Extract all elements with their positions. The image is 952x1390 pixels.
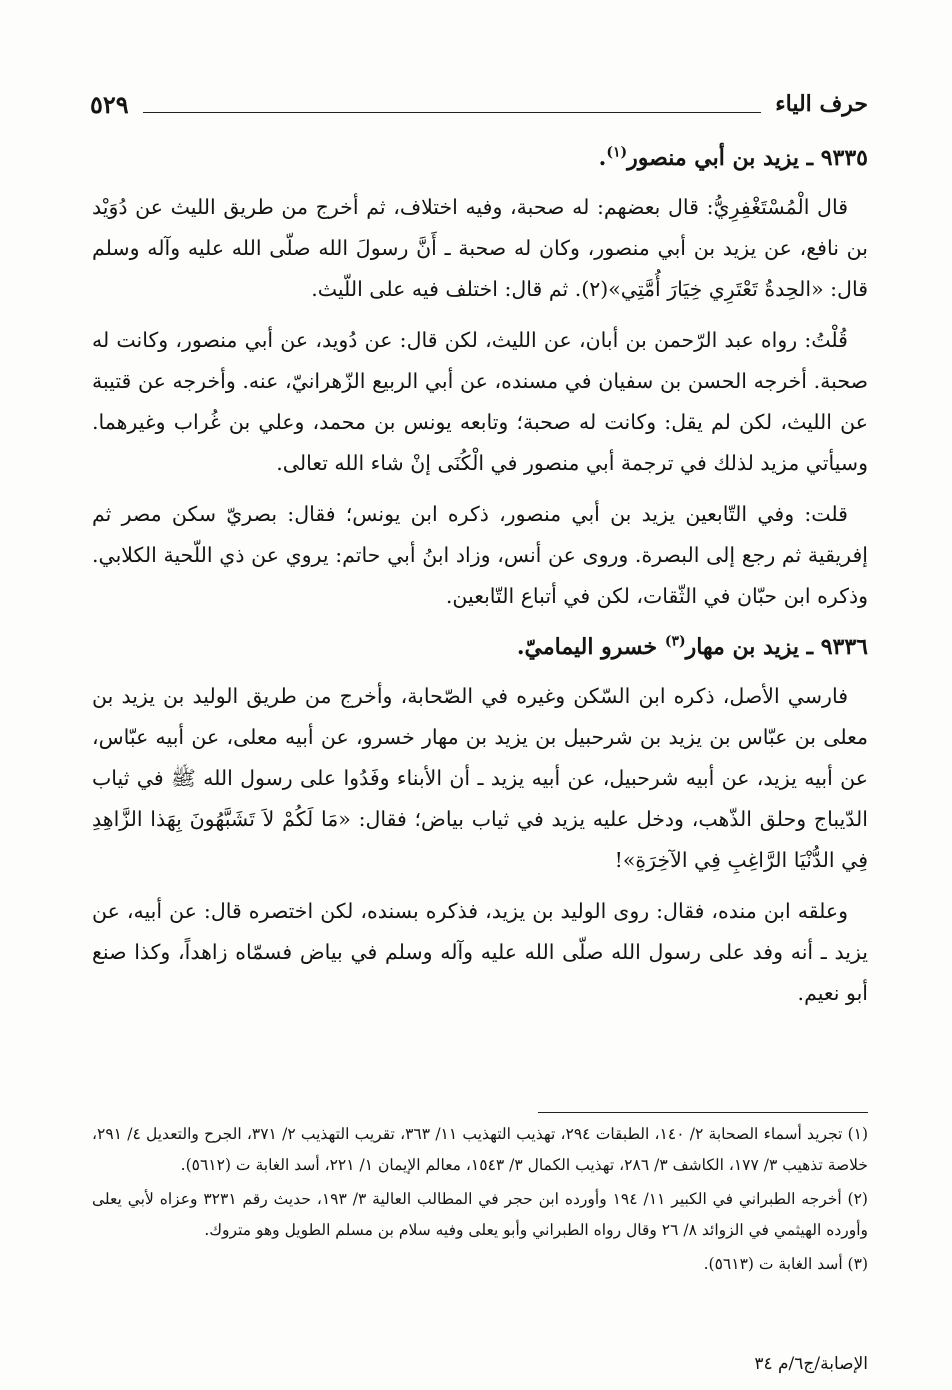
header-rule bbox=[143, 112, 762, 113]
page-number: ٥٢٩ bbox=[90, 89, 129, 119]
footnote: (١) تجريد أسماء الصحابة ٢/ ١٤٠، الطبقات ٢٩٤، تهذيب التهذيب ١١/ ٣٦٣، تقريب التهذيب ٢/ ٣٧١، الجرح والتعديل ٤/ ٢٩١، خلاصة تذهيب ٣/ ١٧٧، الكاشف ٣/ ٢٨٦، تهذيب الكمال ٣/ ١٥٤٣، معالم الإيمان ١/ ٢٢١، أسد الغابة ت (٥٦١٢). bbox=[92, 1125, 869, 1174]
footnote: (٢) أخرجه الطبراني في الكبير ١١/ ١٩٤ وأورده ابن حجر في المطالب العالية ٣/ ١٩٣، حديث رقم ٣٢٣١ وعزاه لأبي يعلى وأورده الهيثمي في الزوائد ٨/ ٢٦ وقال رواه الطبراني وأبو يعلى وفيه سلام بن مسلم الطويل وهو متروك. bbox=[92, 1190, 868, 1239]
running-header bbox=[90, 84, 868, 124]
entry-heading-text: ٩٣٣٦ ـ يزيد بن مهار bbox=[685, 634, 868, 660]
entry-heading-tail: . bbox=[598, 145, 607, 171]
entry-heading-tail: خسرو اليماميّ. bbox=[516, 634, 665, 660]
chapter-title: حرف الياء bbox=[775, 91, 868, 117]
paragraph: وعلقه ابن منده، فقال: روى الوليد بن يزيد، فذكره بسنده، لكن اختصره قال: عن أبيه، عن يزيد ـ أنه وفد على رسول الله صلّى الله عليه وآله وسلم في بياض فسمّاه زاهداً، وكذا صنع أبو نعيم. bbox=[92, 899, 868, 1005]
footnote: (٣) أسد الغابة ت (٥٦١٣). bbox=[703, 1255, 868, 1273]
footnote-ref: (٣) bbox=[664, 633, 686, 650]
signature-mark: الإصابة/ج٦/م ٣٤ bbox=[754, 1354, 868, 1374]
paragraph: فارسي الأصل، ذكره ابن السّكن وغيره في الصّحابة، وأخرج من طريق الوليد بن يزيد بن معلى بن عبّاس بن يزيد بن شرحبيل بن يزيد بن مهار خسرو، عن أبيه معلى، عن أبيه عبّاس، عن أبيه يزيد، عن أبيه شرحبيل، عن أبيه يزيد ـ أن الأبناء وفَدُوا على رسول الله ﷺ في ثياب الدّيباج وحلق الذّهب، ودخل عليه يزيد في ثياب بياض؛ فقال: «مَا لَكُمْ لاَ تَشَبَّهُونَ بِهَذا الزَّاهِدِ فِي الدُّنْيَا الرَّاغِبِ فِي الآخِرَةِ»! bbox=[92, 684, 868, 872]
footnote-ref: (١) bbox=[606, 144, 628, 161]
footnote-rule bbox=[538, 1112, 868, 1113]
footnotes bbox=[92, 1112, 868, 1284]
entry-heading-text: ٩٣٣٥ ـ يزيد بن أبي منصور bbox=[627, 145, 868, 171]
paragraph: قال الْمُسْتَغْفِرِيُّ: قال بعضهم: له صحبة، وفيه اختلاف، ثم أخرج من طريق الليث عن دُوَيْد بن نافع، عن يزيد بن أبي منصور، وكان له صحبة ـ أَنَّ رسولَ الله صلّى الله عليه وآله وسلم قال: «الحِدةُ تَعْتَرِي خِيَارَ أُمَّتِي»(٢). ثم قال: اختلف فيه على اللّيث. bbox=[92, 195, 868, 301]
entry-heading bbox=[92, 138, 868, 179]
main-text bbox=[92, 138, 868, 1024]
entry-heading bbox=[92, 627, 868, 668]
paragraph: قُلْتُ: رواه عبد الرّحمن بن أبان، عن الليث، لكن قال: عن دُويد، عن أبي منصور، وكانت له صحبة. أخرجه الحسن بن سفيان في مسنده، عن أبي الربيع الزّهرانيّ، عنه. وأخرجه عن قتيبة عن الليث، لكن لم يقل: وكانت له صحبة؛ وتابعه يونس بن محمد، وعلي بن غُراب وغيرهما. وسيأتي مزيد لذلك في ترجمة أبي منصور في الْكُنَى إنْ شاء الله تعالى. bbox=[92, 328, 868, 475]
paragraph: قلت: وفي التّابعين يزيد بن أبي منصور، ذكره ابن يونس؛ فقال: بصريّ سكن مصر ثم إفريقية ثم رجع إلى البصرة. وروى عن أنس، وزاد ابنُ أبي حاتم: يروي عن ذي اللّحية الكلابي. وذكره ابن حبّان في الثّقات، لكن في أتباع التّابعين. bbox=[92, 502, 868, 608]
